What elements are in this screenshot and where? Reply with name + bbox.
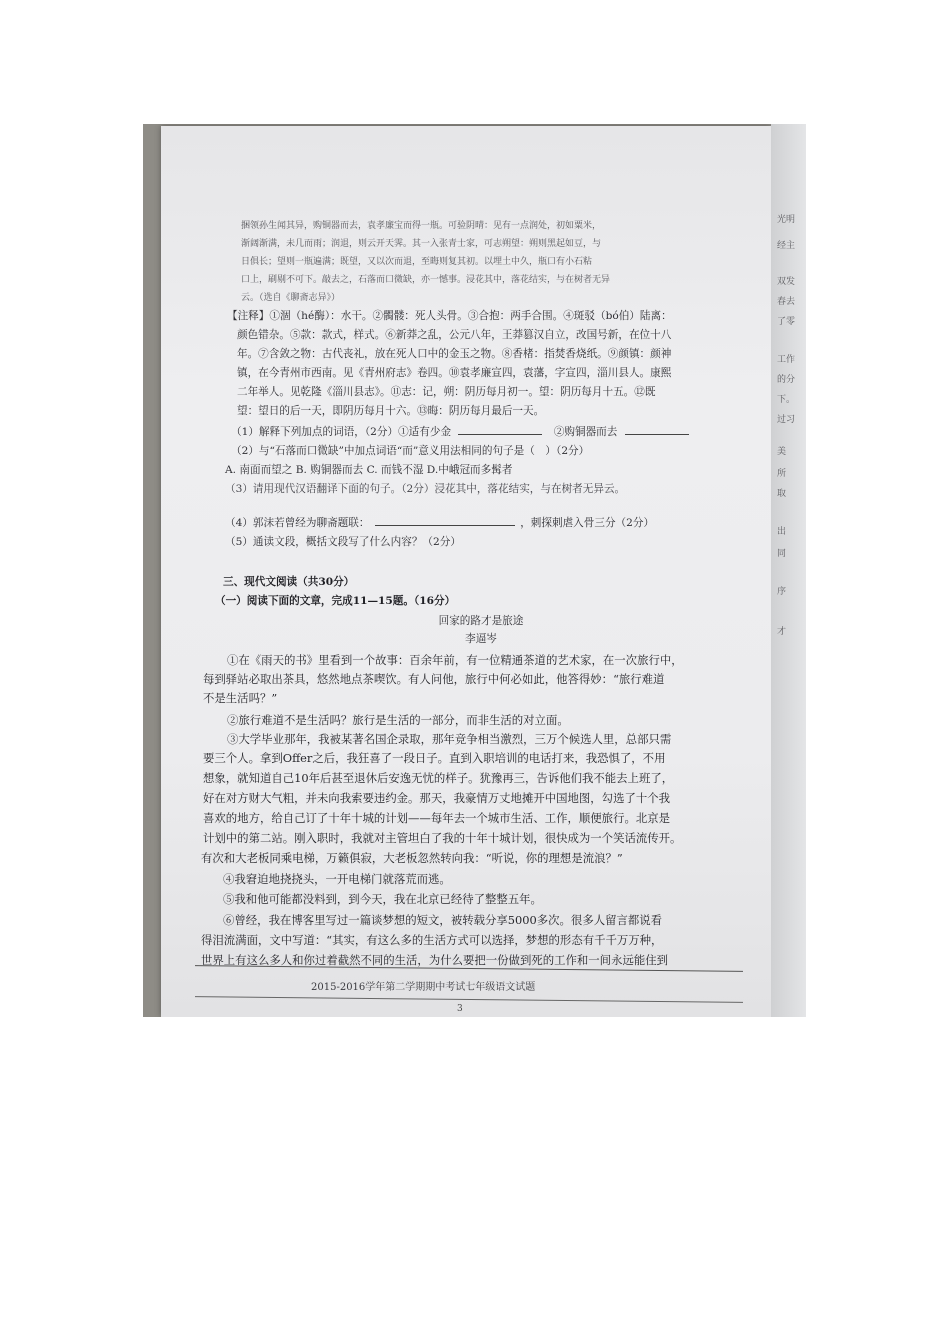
question-4-text: （4）郭沫若曾经为聊斋题联： [225,517,370,529]
essay-line: ④我窘迫地挠挠头，一开电梯门就落荒而逃。 [223,872,451,886]
adjacent-fragment: 工作 [777,355,796,365]
classical-line: 渐阔渐满，未几而雨；润退，则云开天霁。其一入张青士家，可志朔望：朔则黑起如豆，与 [241,239,602,249]
essay-line: 得泪流满面，文中写道：“其实，有这么多的生活方式可以选择，梦想的形态有千千万万种， [201,933,663,947]
adjacent-fragment: 所 [777,469,787,479]
question-1 [231,424,689,439]
question-2: （2）与“石落而口微缺”中加点词语“而”意义用法相同的句子是（ ）（2分） [231,445,590,457]
essay-line: ⑤我和他可能都没料到，到今天，我在北京已经待了整整五年。 [223,892,542,906]
adjacent-page-edge [771,124,806,1017]
essay-line: 世界上有这么多人和你过着截然不同的生活，为什么要把一份做到死的工作和一间永远能住到 [201,953,669,967]
footer-rule-bottom [195,996,743,1003]
adjacent-fragment: 同 [777,549,787,559]
adjacent-fragment: 过习 [777,415,796,425]
adjacent-fragment: 取 [777,489,787,499]
page-footer: 2015-2016学年第二学期期中考试七年级语文试题 [311,982,536,993]
question-4 [225,515,654,530]
adjacent-fragment: 春去 [777,297,796,307]
classical-source: 云。（选自《聊斋志异》） [241,293,341,303]
essay-line: ③大学毕业那年，我被某著名国企录取，那年竞争相当激烈，三万个候选人里，总部只需 [227,732,672,746]
essay-line: ⑥曾经，我在博客里写过一篇谈梦想的短文，被转载分享5000多次。很多人留言都说看 [223,913,663,927]
answer-blank [625,424,689,435]
adjacent-fragment: 光明 [777,215,796,225]
page-number: 3 [457,1004,463,1014]
adjacent-fragment: 双发 [777,277,796,287]
essay-line: ①在《雨天的书》里看到一个故事：百余年前，有一位精通茶道的艺术家，在一次旅行中， [227,653,683,667]
scanned-photo [143,124,806,1017]
essay-line: 喜欢的地方，给自己订了十年十城的计划——每年去一个城市生活、工作，顺便旅行。北京是 [203,811,671,825]
answer-blank [375,515,515,526]
note-line: 年。⑦含敛之物：古代丧礼，放在死人口中的金玉之物。⑧香楮：指焚香烧纸。⑨颜镇：颜神 [237,348,672,360]
adjacent-fragment: 才 [777,627,787,637]
question-1-text: （1）解释下列加点的词语，（2分）①适有少金 [231,426,452,438]
essay-line: 好在对方财大气粗，并未向我索要违约金。那天，我豪情万丈地摊开中国地图，勾选了十个我 [203,791,671,805]
question-1-item-b: ②购铜器而去 [553,426,618,438]
adjacent-fragment: 了零 [777,317,796,327]
essay-line: 不是生活吗？” [203,691,278,705]
question-2-options: A. 南面而望之 B. 购铜器而去 C. 而钱不湿 D.中峨冠而多髯者 [225,464,513,476]
classical-line: 口上，刷剔不可下。敲去之，石落而口微缺，亦一憾事。浸花其中，落花结实，与在树者无异 [241,275,611,285]
note-line: 颜色错杂。⑤款：款式，样式。⑥新莽之乱，公元八年，王莽篡汉自立，改国号新，在位十八 [237,329,672,341]
section-subheading: （一）阅读下面的文章，完成11—15题。（16分） [215,595,456,607]
section-heading: 三、现代文阅读（共30分） [223,576,355,588]
classical-line: 日俱长；望则一瓶遍满；既望，又以次而退，至晦则复其初。以埋土中久，瓶口有小石粘 [241,257,593,267]
note-line: 【注释】①涸（hé酶）：水干。②髑髅：死人头骨。③合抱：两手合围。④斑驳（bó伯）陆离： [227,310,672,322]
question-5: （5）通读文段，概括文段写了什么内容？（2分） [225,536,461,548]
note-line: 镇，在今青州市西南。见《青州府志》卷四。⑩袁孝廉宣四，袁藩，字宣四，淄川县人。康熙 [237,367,672,379]
essay-line: 要三个人。拿到Offer之后，我狂喜了一段日子。直到入职培训的电话打来，我恐惧了，不用 [203,751,666,765]
essay-title: 回家的路才是旅途 [438,615,524,627]
note-line: 二年举人。见乾隆《淄川县志》。⑪志：记，朔：阴历每月初一。望：阴历每月十五。⑫既 [237,386,656,398]
essay-line: 有次和大老板同乘电梯，万籁俱寂，大老板忽然转向我：“听说，你的理想是流浪？” [201,851,623,865]
adjacent-fragment: 美 [777,447,787,457]
essay-line: 计划中的第二站。刚入职时，我就对主管坦白了我的十年十城计划，很快成为一个笑话流传开。 [203,831,682,845]
essay-author: 李逼岑 [465,633,497,645]
note-line: 望：望日的后一天，即阴历每月十六。⑬晦：阴历每月最后一天。 [237,405,545,417]
essay-line: ②旅行难道不是生活吗？旅行是生活的一部分，而非生活的对立面。 [227,713,569,727]
classical-line: 捆领孙生闻其异，购铜器而去，袁孝廉宝而得一瓶。可验阴晴：见有一点润处，初如粟米， [241,221,602,231]
answer-blank [458,424,542,435]
adjacent-fragment: 的分 [777,375,796,385]
adjacent-fragment: 序 [777,587,787,597]
exam-page [161,126,771,1017]
question-4-end: ，刺探刺虐入骨三分（2分） [520,517,655,529]
adjacent-fragment: 下。 [777,395,796,405]
question-3: （3）请用现代汉语翻译下面的句子。（2分）浸花其中，落花结实，与在树者无异云。 [225,483,626,495]
essay-line: 每到驿站必取出茶具，悠然地点茶喫饮。有人问他，旅行中何必如此，他答得妙：“旅行难道 [203,672,665,686]
adjacent-fragment: 经主 [777,241,796,251]
essay-line: 想象，就知道自己10年后甚至退休后安逸无忧的样子。犹豫再三，告诉他们我不能去上班了， [203,771,674,785]
adjacent-fragment: 出 [777,527,787,537]
